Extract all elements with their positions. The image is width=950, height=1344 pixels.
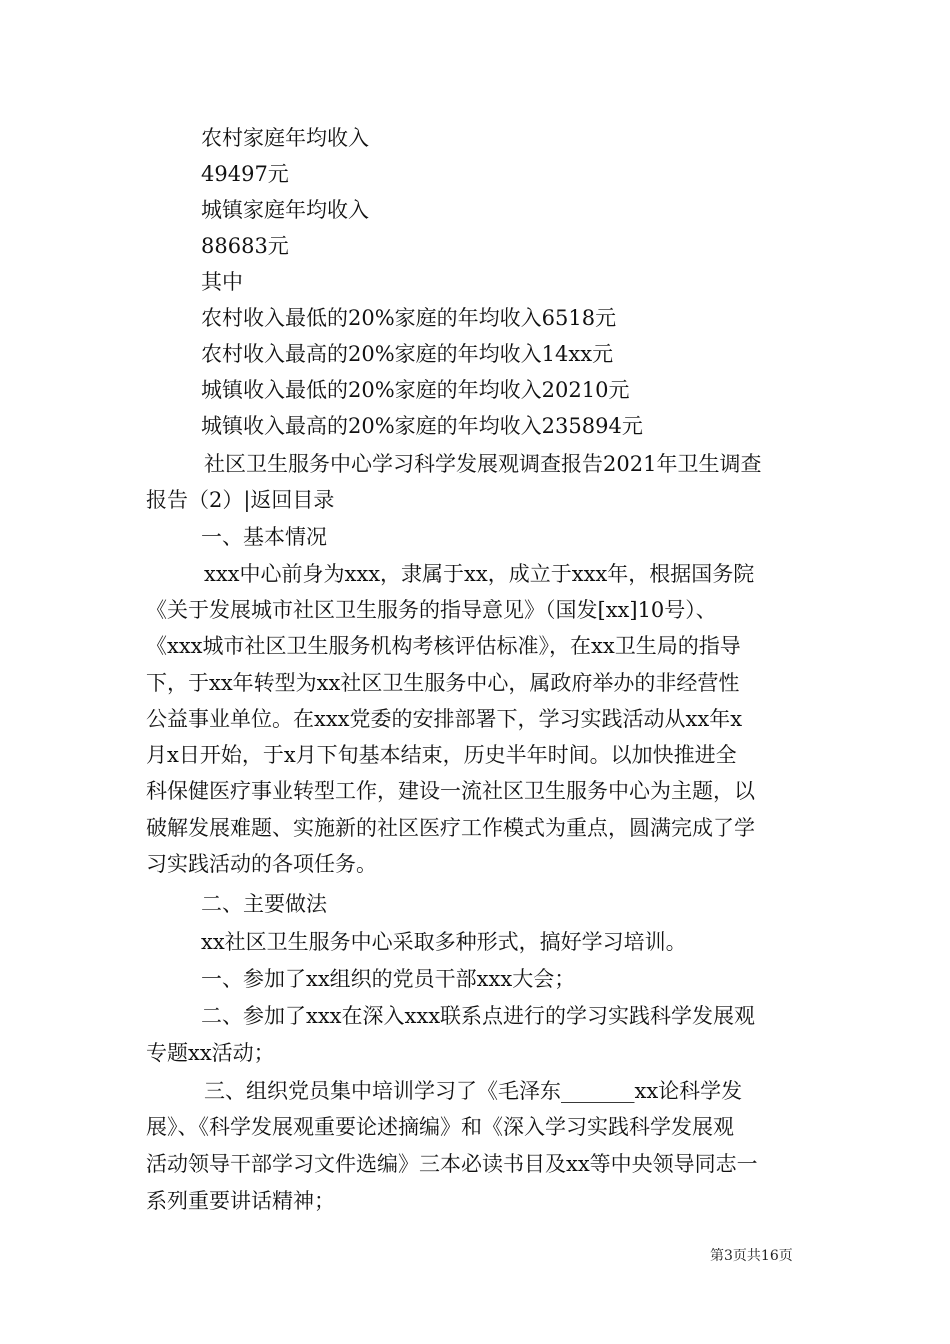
section-heading: 社区卫生服务中心学习科学发展观调查报告2021年卫生调查 xyxy=(204,452,762,476)
text-line: 月x日开始，于x月下旬基本结束，历史半年时间。以加快推进全 xyxy=(146,743,737,767)
text-line: 二、参加了xxx在深入xxx联系点进行的学习实践科学发展观 xyxy=(201,1004,756,1028)
text-line: 88683元 xyxy=(201,234,289,258)
text-line: 专题xx活动； xyxy=(146,1041,275,1065)
text-line: 三、组织党员集中培训学习了《毛泽东_______xx论科学发 xyxy=(204,1079,743,1103)
section-heading: 二、主要做法 xyxy=(201,892,327,916)
text-line: 《xxx城市社区卫生服务机构考核评估标准》，在xx卫生局的指导 xyxy=(146,634,741,658)
text-line: 习实践活动的各项任务。 xyxy=(146,852,377,876)
page-number: 第3页共16页 xyxy=(710,1248,793,1264)
text-line: 下，于xx年转型为xx社区卫生服务中心，属政府举办的非经营性 xyxy=(146,671,740,695)
text-line: 城镇收入最高的20%家庭的年均收入235894元 xyxy=(201,414,643,438)
text-line: 49497元 xyxy=(201,162,289,186)
text-line: 《关于发展城市社区卫生服务的指导意见》（国发[xx]10号）、 xyxy=(146,598,717,622)
text-line: 一、参加了xx组织的党员干部xxx大会； xyxy=(201,967,576,991)
text-line: 展》、《科学发展观重要论述摘编》和《深入学习实践科学发展观 xyxy=(146,1115,734,1139)
text-line: 城镇收入最低的20%家庭的年均收入20210元 xyxy=(201,378,630,402)
section-heading: 一、基本情况 xyxy=(201,525,327,549)
text-line: 系列重要讲话精神； xyxy=(146,1189,335,1213)
text-line: 科保健医疗事业转型工作，建设一流社区卫生服务中心为主题，以 xyxy=(146,779,755,803)
text-line: xx社区卫生服务中心采取多种形式，搞好学习培训。 xyxy=(201,930,687,954)
text-line: 活动领导干部学习文件选编》三本必读书目及xx等中央领导同志一 xyxy=(146,1152,758,1176)
text-line: 其中 xyxy=(201,270,243,294)
text-line: 农村收入最高的20%家庭的年均收入14xx元 xyxy=(201,342,614,366)
text-line: 农村收入最低的20%家庭的年均收入6518元 xyxy=(201,306,617,330)
text-line: 城镇家庭年均收入 xyxy=(201,198,369,222)
text-line: 农村家庭年均收入 xyxy=(201,126,369,150)
text-line: xxx中心前身为xxx，隶属于xx，成立于xxx年，根据国务院 xyxy=(204,562,755,586)
section-heading: 报告（2）|返回目录 xyxy=(146,488,335,512)
text-line: 破解发展难题、实施新的社区医疗工作模式为重点，圆满完成了学 xyxy=(146,816,755,840)
text-line: 公益事业单位。在xxx党委的安排部署下，学习实践活动从xx年x xyxy=(146,707,743,731)
